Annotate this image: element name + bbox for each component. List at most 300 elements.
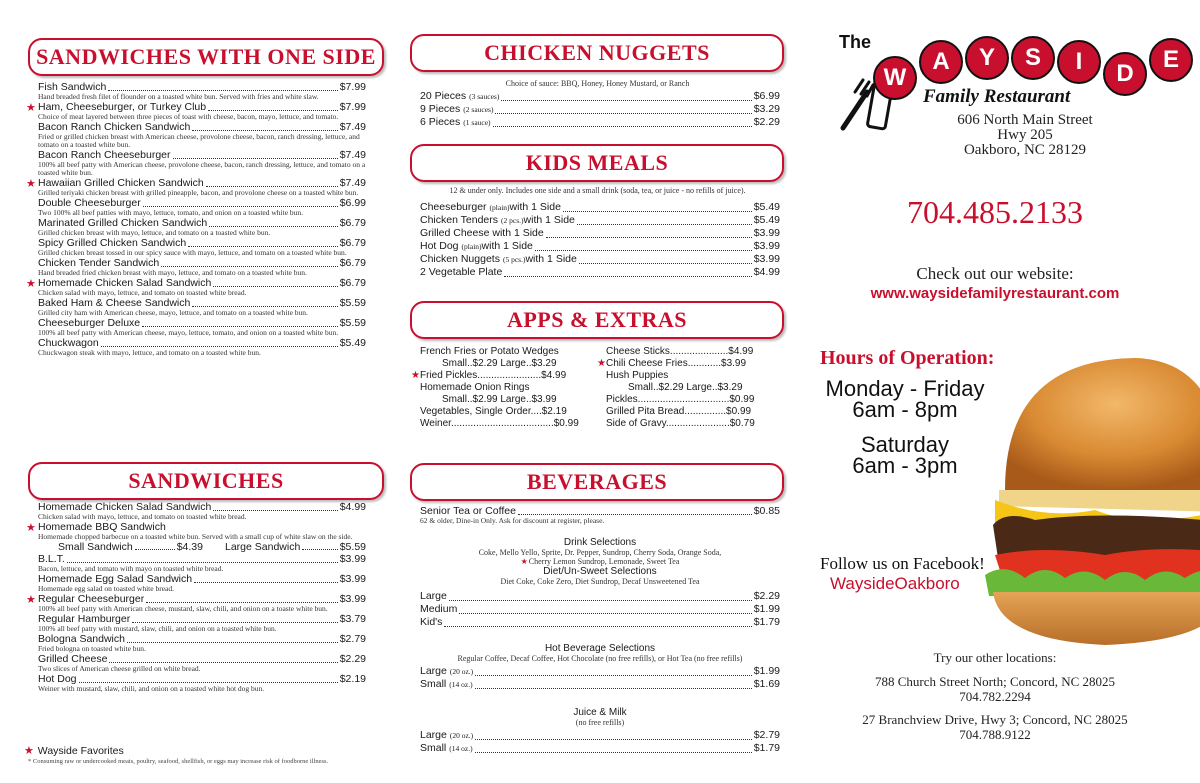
apps-line [597,358,782,370]
item-name: Regular Hamburger [38,613,131,625]
item-description: 100% all beef patty with American cheese, mustard, slaw, chili, and onion on a toaste white bun. [38,604,328,613]
apps-line [420,394,596,406]
item-name-rest: with 1 Side [523,214,575,226]
item-name: Regular Cheeseburger [38,593,145,605]
apps-text: Cheese Sticks.....................$4.99 [606,346,754,357]
apps-text: Small..$2.99 Large..$3.99 [442,394,557,405]
item-name-rest: with 1 Side [525,253,577,265]
logo-letter-badge: A [919,40,963,84]
menu-list-kids [420,201,780,279]
menu-item-row [420,729,780,742]
logo-letter-badge: S [1011,36,1055,80]
apps-text: Fried Pickles.......................$4.99 [420,370,567,381]
leader-dots [444,626,751,627]
item-name: 20 Pieces [420,90,467,102]
apps-grid [411,346,782,430]
item-price: $7.99 [339,81,366,93]
kids-note: 12 & under only. Includes one side and a small drink (soda, tea, or juice - no refills of juice). [449,186,746,195]
bbq-small-label: Small Sandwich [58,541,133,553]
menu-list-sandwiches-one-side [26,81,366,358]
apps-text: Small..$2.29 Large..$3.29 [442,358,557,369]
leader-dots [209,226,337,227]
menu-item-row [420,227,780,240]
item-description: Homemade egg salad on toasted white bread. [38,584,174,593]
item-description: Hand breaded fried chicken breast with mayo, lettuce, and tomato on a toasted white bun. [38,268,307,277]
diet-list: Diet Coke, Coke Zero, Diet Sundrop, Decaf Unsweetened Tea [500,577,700,586]
section-title: CHICKEN NUGGETS [484,40,710,65]
menu-item-row [420,603,780,616]
menu-item [38,614,366,633]
item-name: Bologna Sandwich [38,633,125,645]
burger-image [985,340,1200,650]
item-price: $3.99 [753,253,780,265]
item-description: Choice of meat layered between three pieces of toast with cheese, bacon, mayo, lettuce, and tomato. [38,112,339,121]
apps-line [420,382,596,394]
item-description: Grilled chicken breast tossed in our spicy sauce with mayo, lettuce, and tomato on a toasted white bun. [38,248,347,257]
item-description: Weiner with mustard, slaw, chili, and onion on a toasted white hot dog bun. [38,684,265,693]
location-1-address: 788 Church Street North; Concord, NC 28025 [874,674,1116,689]
item-name: Chuckwagon [38,337,99,349]
apps-line [606,406,782,418]
menu-item [38,122,366,149]
apps-text: Homemade Onion Rings [420,382,530,393]
item-name: Bacon Ranch Chicken Sandwich [38,121,191,133]
address-line-1: 606 North Main Street [957,112,1093,128]
item-price: $6.79 [339,217,366,229]
section-banner-sandwiches [28,462,384,500]
leader-dots [146,602,337,603]
leader-dots [206,186,338,187]
item-name: Homemade Chicken Salad Sandwich [38,501,212,513]
leader-dots [475,739,752,740]
item-price: $1.99 [753,603,780,615]
legend-label: Wayside Favorites [37,745,124,757]
menu-item-row [420,742,780,755]
item-price: $2.79 [753,729,780,741]
diet-selections-heading: Diet/Un-Sweet Selections [543,566,657,577]
leader-dots [475,688,752,689]
item-price: $3.29 [753,103,780,115]
leader-dots [127,642,338,643]
item-price: $2.79 [339,633,366,645]
hours-weekday [805,378,1005,420]
item-description: Fried or grilled chicken breast with American cheese, provolone cheese, bacon, ranch dressing, lettuce, and tomato on a toasted white bun. [38,132,360,149]
apps-line [606,394,782,406]
menu-item [38,150,366,177]
drink-list-1: Coke, Mello Yello, Sprite, Dr. Pepper, Sundrop, Cherry Soda, Orange Soda, [478,548,722,557]
item-size-note: (2 pcs.) [501,216,524,225]
apps-text: Grilled Pita Bread...............$0.99 [606,406,752,417]
item-price: $2.29 [753,116,780,128]
menu-item-row [420,214,780,227]
item-price: $4.99 [339,501,366,513]
item-size-note: (14 oz.) [449,680,473,689]
apps-text: Side of Gravy.......................$0.79 [606,418,755,429]
location-2-address: 27 Branchview Drive, Hwy 3; Concord, NC 28025 [862,712,1128,727]
hot-sizes [420,665,780,691]
menu-list-sandwiches [26,501,366,694]
item-name: Hawaiian Grilled Chicken Sandwich [38,177,204,189]
item-name: Kid's [420,616,443,628]
other-locations-label: Try our other locations: [933,650,1057,665]
menu-item [26,177,366,197]
juice-note: (no free refills) [575,718,625,727]
hours-saturday-days: Saturday [860,432,950,457]
website-label: Check out our website: [916,264,1074,283]
soda-sizes [420,590,780,629]
menu-item [26,277,366,297]
leader-dots [101,346,338,347]
item-size-note: (plain) [489,203,510,212]
item-description: Homemade chopped barbecue on a toasted white bun. Served with a small cup of white slaw on the side. [38,532,353,541]
leader-dots [563,211,752,212]
facebook-handle[interactable]: WaysideOakboro [830,574,960,593]
item-price: $5.49 [339,337,366,349]
item-size-note: (5 pcs.) [502,255,526,264]
column-middle [410,0,785,783]
item-name: Grilled Cheese with 1 Side [420,227,544,239]
section-title: BEVERAGES [526,469,668,494]
item-price: $1.79 [753,742,780,754]
hot-beverage-heading: Hot Beverage Selections [544,643,656,654]
item-price: $1.99 [753,665,780,677]
item-name: Chicken Nuggets [420,253,500,265]
section-banner-beverages [410,463,784,501]
juice-heading: Juice & Milk [573,707,627,718]
item-price: $3.99 [753,227,780,239]
menu-item-row [420,616,780,629]
item-price: $2.19 [339,673,366,685]
item-description: Chuckwagon steak with mayo, lettuce, and tomato on a toasted white bun. [38,348,261,357]
leader-dots [108,90,337,91]
item-price: $3.99 [339,553,366,565]
item-description: Hand breaded fresh filet of flounder on a toasted white bun. Served with fries and white slaw. [38,92,319,101]
location-2-phone: 704.788.9122 [959,727,1031,742]
apps-right-column [597,346,782,430]
item-price: $6.99 [753,90,780,102]
menu-item [38,318,366,337]
item-description: 100% all beef patty with mustard, slaw, chili, and onion on a toasted white bun. [38,624,277,633]
apps-line [420,358,596,370]
item-name: Hot Dog [38,673,77,685]
item-name: Marinated Grilled Chicken Sandwich [38,217,208,229]
item-name: B.L.T. [38,553,65,565]
item-price: $7.49 [339,149,366,161]
nuggets-note: Choice of sauce: BBQ, Honey, Honey Mustard, or Ranch [505,79,690,88]
item-price: $1.69 [753,678,780,690]
address-line-2: Hwy 205 [997,127,1053,143]
item-name: Small [420,678,447,690]
item-name: Cheeseburger [420,201,487,213]
leader-dots [546,237,752,238]
item-price: $5.49 [753,201,780,213]
item-description: 100% all beef patty with American cheese, mayo, lettuce, tomato, and onion on a toasted white bun. [38,328,339,337]
leader-dots [208,110,338,111]
menu-item-row [420,103,780,116]
leader-dots [109,662,337,663]
item-name: Large [420,590,447,602]
item-name-rest: with 1 Side [481,240,533,252]
menu-item-row [420,201,780,214]
apps-line [420,418,596,430]
leader-dots [173,158,338,159]
item-description: Two slices of American cheese grilled on white bread. [38,664,201,673]
star-icon: ★ [597,358,606,369]
section-banner-kids [410,144,784,182]
item-price: $6.79 [339,257,366,269]
menu-item [26,521,366,553]
logo-letter-badge: E [1149,38,1193,82]
location-2 [805,712,1185,742]
item-price: $3.99 [339,573,366,585]
menu-item [38,82,366,101]
menu-item [38,338,366,357]
menu-item [38,298,366,317]
item-name: Fish Sandwich [38,81,107,93]
logo-letter-badge: Y [965,36,1009,80]
apps-text: Weiner.....................................$0.99 [420,418,579,429]
hours-saturday-time: 6am - 3pm [852,453,958,478]
star-icon: ★ [26,178,36,190]
hours-saturday [805,434,1005,476]
bbq-large-price: $5.59 [339,541,366,553]
apps-line [411,370,596,382]
leader-dots [302,541,337,550]
star-icon: ★ [26,594,36,606]
item-name: Large [420,665,447,677]
drink-list-2-line [420,557,780,566]
item-name: Homemade BBQ Sandwich [38,521,166,533]
item-size-note: (14 oz.) [449,744,473,753]
item-description: Two 100% all beef patties with mayo, lettuce, tomato, and onion on a toasted white bun. [38,208,304,217]
facebook-label: Follow us on Facebook! [820,554,985,573]
item-name: Hot Dog [420,240,459,252]
leader-dots [135,541,175,550]
item-name: Chicken Tender Sandwich [38,257,160,269]
menu-item [26,593,366,613]
item-size-note: (20 oz.) [449,667,474,676]
juice-sizes [420,729,780,755]
menu-item [38,574,366,593]
section-title: SANDWICHES [128,468,284,493]
apps-line [606,382,782,394]
star-icon: ★ [24,745,34,757]
item-name: Chicken Tenders [420,214,499,226]
menu-item-row [420,590,780,603]
star-icon: ★ [26,522,36,534]
menu-list-nuggets [420,90,780,129]
item-size-note: (plain) [461,242,482,251]
item-name: Ham, Cheeseburger, or Turkey Club [38,101,207,113]
menu-item [38,674,366,693]
leader-dots [79,682,338,683]
item-price: $0.85 [753,505,780,517]
item-name: 6 Pieces [420,116,461,128]
apps-text: Small..$2.29 Large..$3.29 [628,382,743,393]
item-price: $7.99 [339,101,366,113]
leader-dots [213,286,337,287]
leader-dots [143,206,338,207]
logo-subtitle: Family Restaurant [923,86,1071,107]
leader-dots [493,126,752,127]
leader-dots [194,582,338,583]
leader-dots [501,100,751,101]
item-size-note: (2 sauces) [463,105,494,114]
menu-item [38,198,366,217]
item-name-rest: with 1 Side [509,201,561,213]
item-price: $6.79 [339,237,366,249]
apps-text: Chili Cheese Fries............$3.99 [606,358,747,369]
menu-item-row [420,253,780,266]
leader-dots [504,276,751,277]
menu-item [38,654,366,673]
item-name: Homemade Egg Salad Sandwich [38,573,193,585]
star-icon: ★ [520,557,528,566]
apps-line [420,406,596,418]
address-line-3: Oakboro, NC 28129 [963,142,1087,158]
item-price: $6.79 [339,277,366,289]
leader-dots [142,326,338,327]
leader-dots [161,266,338,267]
location-1 [805,674,1185,704]
item-price: $7.49 [339,177,366,189]
menu-item-row [420,90,780,103]
website-link[interactable]: www.waysidefamilyrestaurant.com [870,285,1120,302]
item-name: Senior Tea or Coffee [420,505,516,517]
item-price: $5.59 [339,297,366,309]
favorites-legend [24,744,124,757]
item-name: Baked Ham & Cheese Sandwich [38,297,191,309]
apps-text: French Fries or Potato Wedges [420,346,559,357]
address-block [925,113,1125,158]
item-price: $5.49 [753,214,780,226]
apps-text: Vegetables, Single Order....$2.19 [420,406,567,417]
leader-dots [475,752,752,753]
menu-item-row [420,665,780,678]
item-name: 2 Vegetable Plate [420,266,503,278]
item-description: Grilled teriyaki chicken breast with grilled pineapple, bacon, and provolone cheese on a toasted white bun. [38,188,359,197]
burger-illustration [985,340,1200,650]
item-description: Fried bologna on toasted white bun. [38,644,146,653]
section-title: APPS & EXTRAS [506,307,688,332]
bbq-size-row [38,541,366,553]
item-description: Chicken salad with mayo, lettuce, and tomato on toasted white bread. [38,512,247,521]
item-size-note: (20 oz.) [449,731,474,740]
menu-item-row [420,266,780,279]
senior-note: 62 & older, Dine-in Only. Ask for discount at register, please. [420,516,605,525]
item-price: $2.29 [339,653,366,665]
leader-dots [459,613,751,614]
item-price: $3.79 [339,613,366,625]
hours-weekday-days: Monday - Friday [825,376,985,401]
item-price: $5.59 [339,317,366,329]
menu-item [38,502,366,521]
item-name: Medium [420,603,458,615]
logo-letter-badge: W [873,56,917,100]
apps-line [606,418,782,430]
item-name: Large [420,729,447,741]
item-price: $7.49 [339,121,366,133]
item-name: Homemade Chicken Salad Sandwich [38,277,212,289]
item-price: $4.99 [753,266,780,278]
star-icon: ★ [26,102,36,114]
item-name: Double Cheeseburger [38,197,141,209]
section-banner-nuggets [410,34,784,72]
item-size-note: (1 sauce) [463,118,491,127]
leader-dots [192,306,337,307]
logo-letter-badge: D [1103,52,1147,96]
item-name: Grilled Cheese [38,653,108,665]
item-name: Spicy Grilled Chicken Sandwich [38,237,187,249]
menu-item-row [420,116,780,129]
menu-item [38,238,366,257]
menu-item [38,554,366,573]
apps-line [420,346,596,358]
apps-left-column [411,346,596,430]
leader-dots [188,246,337,247]
column-right [805,0,1200,783]
section-banner-sandwiches-one-side [28,38,384,76]
leader-dots [449,600,752,601]
bbq-large-label: Large Sandwich [224,541,301,553]
item-description: Grilled chicken breast with mayo, lettuce, and tomato on a toasted white bun. [38,228,271,237]
beverages-block [420,506,780,755]
item-price: $1.79 [753,616,780,628]
star-icon: ★ [26,278,36,290]
leader-dots [577,224,752,225]
section-title: SANDWICHES WITH ONE SIDE [36,44,376,69]
section-title: KIDS MEALS [525,150,669,175]
item-name: Small [420,742,447,754]
item-name: Bacon Ranch Cheeseburger [38,149,171,161]
item-size-note: (3 sauces) [469,92,500,101]
menu-item [38,258,366,277]
item-name: 9 Pieces [420,103,461,115]
leader-dots [475,675,752,676]
item-price: $3.99 [339,593,366,605]
leader-dots [579,263,752,264]
hot-beverage-list: Regular Coffee, Decaf Coffee, Hot Chocolate (no free refills), or Hot Tea (no free refills) [457,654,743,663]
item-name: Cheeseburger Deluxe [38,317,141,329]
item-price: $6.99 [339,197,366,209]
leader-dots [192,130,337,131]
column-left [24,0,384,783]
star-icon: ★ [411,370,420,381]
hours-weekday-time: 6am - 8pm [852,397,958,422]
leader-dots [495,113,751,114]
svg-text:The: The [839,32,872,52]
item-price: $3.99 [753,240,780,252]
phone-number: 704.485.2133 [907,194,1083,230]
location-1-phone: 704.782.2294 [959,689,1031,704]
section-banner-apps [410,301,784,339]
apps-line [606,370,782,382]
bbq-small-price: $4.39 [176,541,203,553]
apps-text: Pickles.................................$0.99 [606,394,755,405]
item-description: 100% all beef patty with American cheese, provolone cheese, bacon, ranch dressing, lettuce, and tomato on a toasted white bun. [38,160,366,177]
leader-dots [132,622,338,623]
item-description: Bacon, lettuce, and tomato with mayo on toasted white bread. [38,564,224,573]
item-price: $2.29 [753,590,780,602]
menu-item-row [420,240,780,253]
menu-item [26,101,366,121]
food-disclaimer: * Consuming raw or undercooked meats, poultry, seafood, shellfish, or eggs may increase risk of foodborne illness. [28,758,329,765]
menu-item [38,218,366,237]
drink-selections-heading: Drink Selections [563,537,637,548]
hours-title: Hours of Operation: [820,347,995,369]
leader-dots [518,514,752,515]
item-description: Grilled city ham with American cheese, mayo, lettuce, and tomato on a toasted white bun. [38,308,308,317]
